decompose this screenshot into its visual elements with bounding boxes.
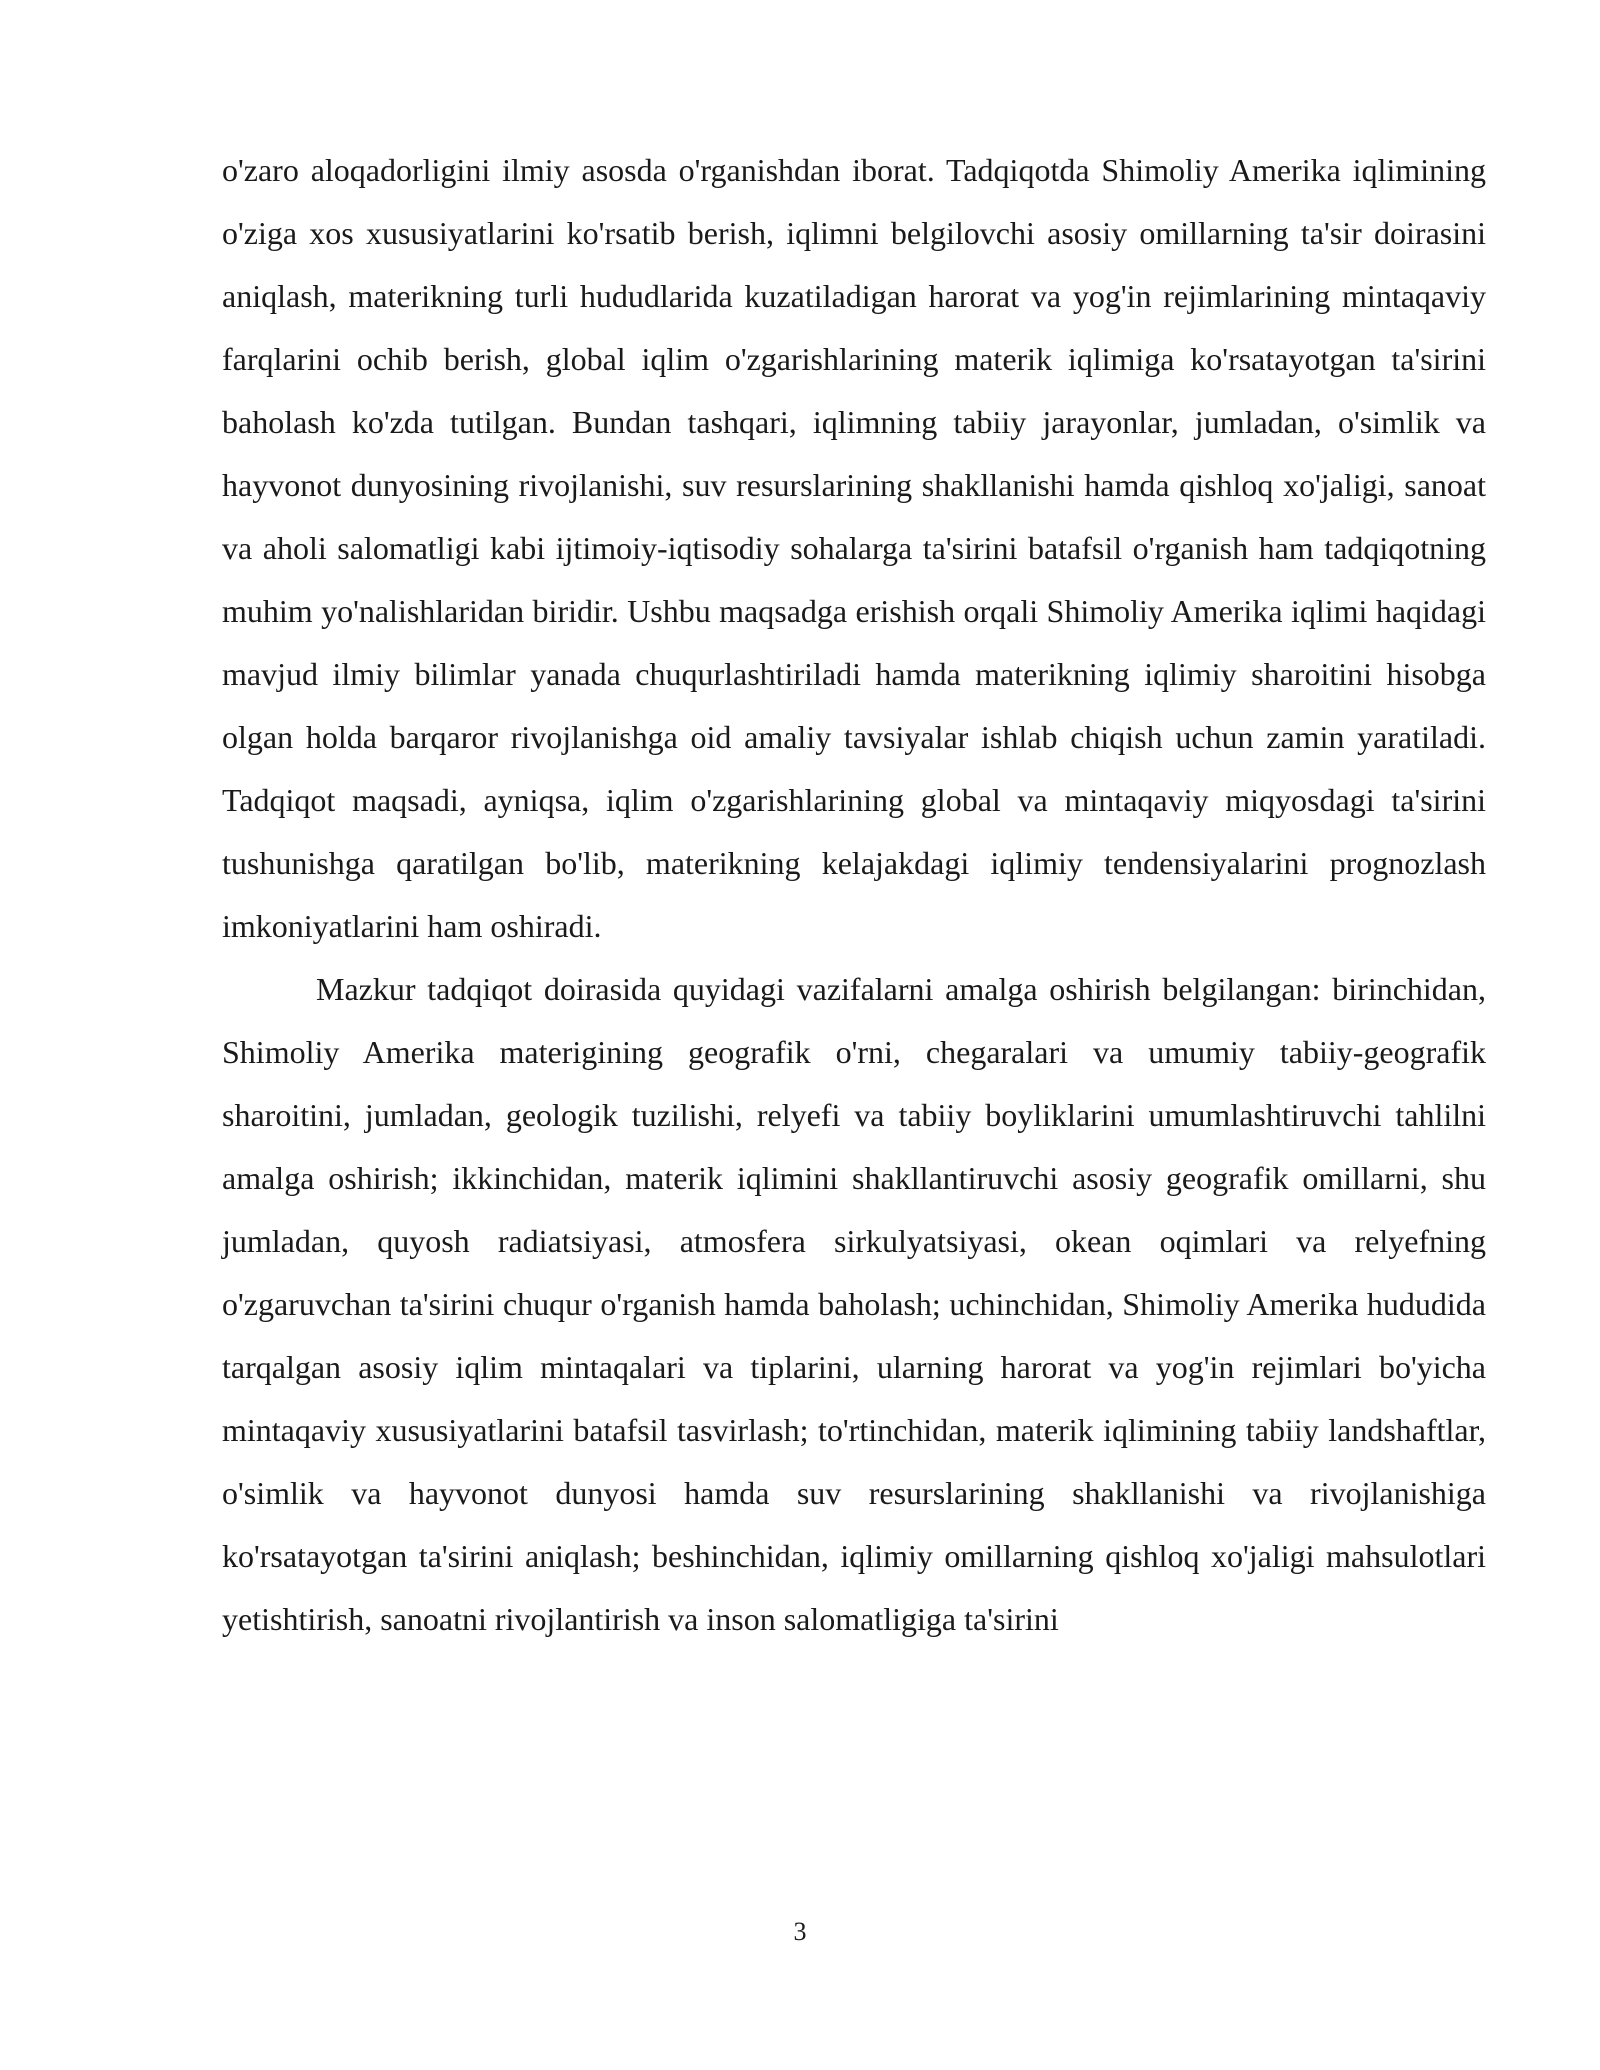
paragraph-tasks: Mazkur tadqiqot doirasida quyidagi vazifalarni amalga oshirish belgilangan: birinchidan, Shimoliy Amerika materigining geografik o'rni, chegaralari va umumiy tabiiy-geografik sharoitini, jumladan, geologik tuzilishi, relyefi va tabiiy boyliklarini umumlashtiruvchi tahlilni amalga oshirish; ikkinchidan, materik iqlimini shakllantiruvchi asosiy geografik omillarni, shu jumladan, quyosh radiatsiyasi, atmosfera sirkulyatsiyasi, okean oqimlari va relyefning o'zgaruvchan ta'sirini chuqur o'rganish hamda baholash; uchinchidan, Shimoliy Amerika hududida tarqalgan asosiy iqlim mintaqalari va tiplarini, ularning harorat va yog'in rejimlari bo'yicha mintaqaviy xususiyatlarini batafsil tasvirlash; to'rtinchidan, materik iqlimining tabiiy landshaftlar, o'simlik va hayvonot dunyosi hamda suv resurslarining shakllanishi va rivojlanishiga ko'rsatayotgan ta'sirini aniqlash; beshinchidan, iqlimiy omillarning qishloq xo'jaligi mahsulotlari yetishtirish, sanoatni rivojlantirish va inson salomatligiga ta'sirini [222,971,1486,1637]
page-number: 3 [793,1917,807,1946]
body-text [222,139,1486,1651]
paragraph-continuation: o'zaro aloqadorligini ilmiy asosda o'rganishdan iborat. Tadqiqotda Shimoliy Amerika iqlimining o'ziga xos xususiyatlarini ko'rsatib berish, iqlimni belgilovchi asosiy omillarning ta'sir doirasini aniqlash, materikning turli hududlarida kuzatiladigan harorat va yog'in rejimlarining mintaqaviy farqlarini ochib berish, global iqlim o'zgarishlarining materik iqlimiga ko'rsatayotgan ta'sirini baholash ko'zda tutilgan. Bundan tashqari, iqlimning tabiiy jarayonlar, jumladan, o'simlik va hayvonot dunyosining rivojlanishi, suv resurslarining shakllanishi hamda qishloq xo'jaligi, sanoat va aholi salomatligi kabi ijtimoiy-iqtisodiy sohalarga ta'sirini batafsil o'rganish ham tadqiqotning muhim yo'nalishlaridan biridir. Ushbu maqsadga erishish orqali Shimoliy Amerika iqlimi haqidagi mavjud ilmiy bilimlar yanada chuqurlashtiriladi hamda materikning iqlimiy sharoitini hisobga olgan holda barqaror rivojlanishga oid amaliy tavsiyalar ishlab chiqish uchun zamin yaratiladi. Tadqiqot maqsadi, ayniqsa, iqlim o'zgarishlarining global va mintaqaviy miqyosdagi ta'sirini tushunishga qaratilgan bo'lib, materikning kelajakdagi iqlimiy tendensiyalarini prognozlash imkoniyatlarini ham oshiradi. [222,152,1486,944]
